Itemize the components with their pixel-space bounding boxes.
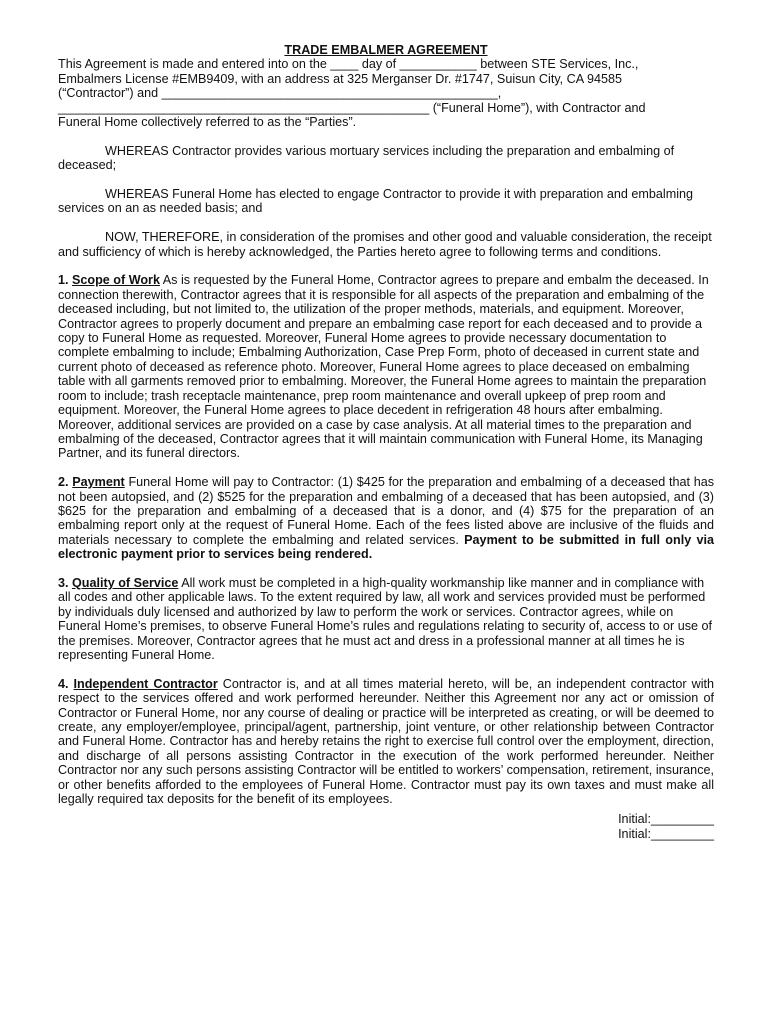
section-number: 3. xyxy=(58,575,69,590)
initial-line: Initial:_________ xyxy=(618,812,714,827)
section-number: 2. xyxy=(58,475,69,490)
section-heading: Payment xyxy=(72,475,125,490)
section-number: 1. xyxy=(58,273,69,288)
section-body: Contractor is, and at all times material hereto, will be, an independent contractor with respect to the services offered and work performed hereunder. Neither this Agreement nor any act or omission of Contractor or Funeral Home, nor any course of dealing or practice will be interpreted as creating, or will be deemed to create, any employer/employee, principal/agent, partnership, joint venture, or other relationship between Contractor and Funeral Home. Contractor has and hereby retains the right to exercise full control over the employment, direction, and discharge of all persons assisting Contractor in the execution of the work performed hereunder. Neither Contractor nor any such persons assisting Contractor will be entitled to workers’ compensation, retirement, insurance, or other benefits afforded to the employees of Funeral Home. Contractor must pay its own taxes and must make all legally required tax deposits for the benefit of its employees. xyxy=(58,676,714,807)
intro-line: Funeral Home collectively referred to as the “Parties”. xyxy=(58,115,357,130)
whereas-clause-1: WHEREAS Contractor provides various mortuary services including the preparation and embalming of deceased; xyxy=(58,143,675,173)
payment-terms-bold: Payment to be submitted in full only via electronic payment prior to services being rendered. xyxy=(58,532,715,562)
agreement-page xyxy=(58,43,714,841)
section-heading: Independent Contractor xyxy=(73,676,218,691)
initial-line: Initial:_________ xyxy=(618,826,714,841)
intro-line: Embalmers License #EMB9409, with an address at 325 Merganser Dr. #1747, Suisun City, CA 94585 xyxy=(58,71,622,86)
intro-line: (“Contractor”) and ________________________________________________, xyxy=(58,86,502,101)
section-quality-of-service xyxy=(58,576,714,662)
section-body: As is requested by the Funeral Home, Contractor agrees to prepare and embalm the deceased. In connection therewith, Contractor agrees that it is responsible for all aspects of the preparation and embalming of the deceased including, but not limited to, the utilization of the proper methods, materials, and equipment. Moreover, Contractor agrees to properly document and prepare an embalming case report for each deceased and to provide a copy to Funeral Home as requested. Moreover, Funeral Home agrees to provide necessary documentation to complete embalming to include; Embalming Authorization, Case Prep Form, photo of deceased in current state and current photo of deceased as reference photo. Moreover, Funeral Home agrees to place deceased on embalming table with all garments removed prior to embalming. Moreover, the Funeral Home agrees to maintain the preparation room to include; trash receptacle maintenance, prep room maintenance and overall upkeep of prep room and equipment. Moreover, the Funeral Home agrees to place decedent in refrigeration 48 hours after embalming. Moreover, additional services are provided on a case by case analysis. At all material times to the preparation and embalming of the deceased, Contractor agrees that it will maintain communication with Funeral Home, its Managing Partner, and its funeral directors. xyxy=(58,273,709,461)
section-payment xyxy=(58,475,714,561)
section-number: 4. xyxy=(58,676,69,691)
whereas-clause-2: WHEREAS Funeral Home has elected to engage Contractor to provide it with preparation and embalming services on an as needed basis; and xyxy=(58,187,694,216)
document-title: TRADE EMBALMER AGREEMENT xyxy=(284,43,488,57)
intro-line: _____________________________________________________ (“Funeral Home”), with Contractor and xyxy=(58,100,646,115)
section-heading: Scope of Work xyxy=(72,273,160,288)
intro-block xyxy=(58,57,714,129)
now-therefore-clause: NOW, THEREFORE, in consideration of the promises and other good and valuable consideration, the receipt and sufficiency of which is hereby acknowledged, the Parties hereto agree to following terms and conditions. xyxy=(58,230,712,259)
section-body: Funeral Home will pay to Contractor: (1) $425 for the preparation and embalming of a deceased that has not been autopsied, and (2) $525 for the preparation and embalming of a deceased that has been autopsied, and (3) $625 for the preparation and embalming of a deceased that is a donor, and (4) $75 for the preparation of an embalming report only at the request of Funeral Home. Each of the fees listed above are inclusive of the fluids and materials necessary to complete the embalming and related services. xyxy=(58,475,715,547)
section-scope-of-work xyxy=(58,273,714,460)
section-heading: Quality of Service xyxy=(72,575,179,590)
section-body: All work must be completed in a high-quality workmanship like manner and in compliance with all codes and other applicable laws. To the extent required by law, all work and services provided must be performed by individuals duly licensed and authorized by law to perform the work or services. Contractor agrees, while on Funeral Home’s premises, to observe Funeral Home’s rules and regulations relating to security of, access to or use of the premises. Moreover, Contractor agrees that he must act and dress in a professional manner at all times he is representing Funeral Home. xyxy=(58,575,713,662)
intro-line: This Agreement is made and entered into on the ____ day of ___________ between STE Services, Inc., xyxy=(58,57,639,72)
initials-block xyxy=(58,812,714,841)
section-independent-contractor xyxy=(58,677,714,807)
